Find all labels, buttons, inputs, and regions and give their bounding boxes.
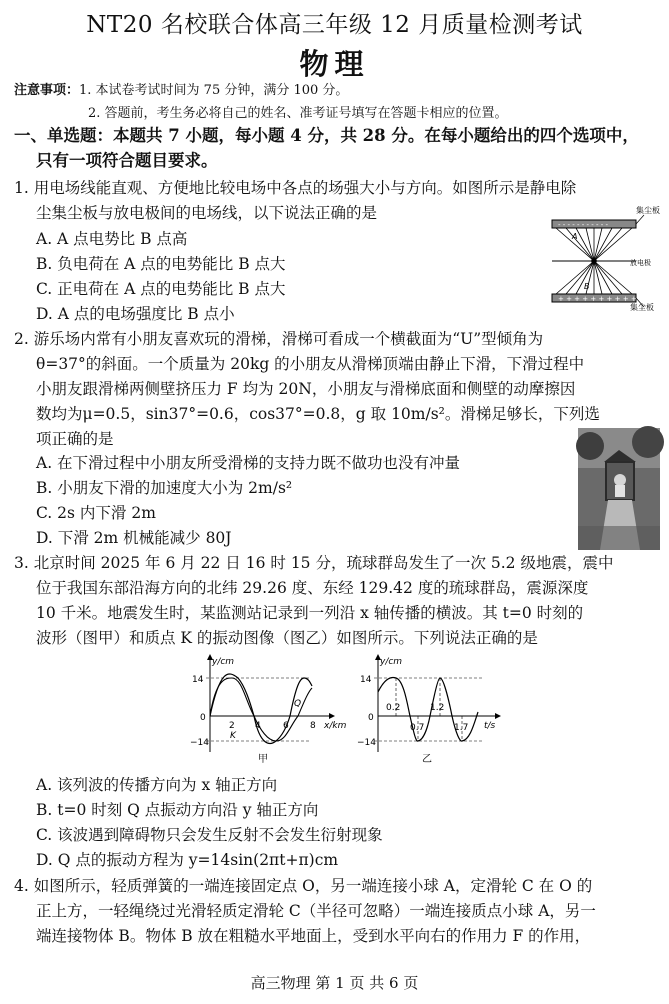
fig1-origin-label: 0 [200,713,206,723]
fig2-tick-0.2: 0.2 [386,703,401,713]
svg-text:+ + + + + + + + + + +: + + + + + + + + + + + [558,295,645,303]
fig-point-b: B [584,282,590,291]
fig1-x-label: x/km [324,721,347,731]
fig-label-top: 集尘板 [636,206,660,215]
q4-stem-cont-1: 正上方，一轻绳绕过光滑轻质定滑轮 C（半径可忽略）一端连接质点小球 A，另一 [36,902,596,920]
q4-stem-cont-2: 端连接物体 B。物体 B 放在粗糙水平地面上，受到水平向右的作用力 F 的作用， [36,927,591,945]
fig1-caption: 甲 [258,754,268,765]
q2-stem-cont-1: θ=37°的斜面。一个质量为 20kg 的小朋友从滑梯顶端由静止下滑，下滑过程中 [36,355,585,373]
slide-photo [578,428,660,550]
fig1-tick-4: 4 [255,721,261,731]
q3-stem: 3. 北京时间 2025 年 6 月 22 日 16 时 15 分，琉球群岛发生了一次 5.2 级地震，震中 [14,554,614,572]
subject-title: 物理 [299,47,370,81]
q2-stem-cont-3: 数均为μ=0.5，sin37°=0.6，cos37°=0.8，g 取 10m/s²。滑梯足够长，下列选 [36,405,600,423]
fig2-x-label: t/s [484,721,496,731]
fig2-tick-1.7: 1.7 [454,723,469,733]
section-heading: 一、单选题：本题共 7 小题，每小题 4 分，共 28 分。在每小题给出的四个选项中， [14,126,639,145]
q1-option-b: B. 负电荷在 A 点的电势能比 B 点大 [36,255,286,273]
fig1-point-q: Q [294,699,302,709]
section-heading-cont: 只有一项符合题目要求。 [36,151,218,170]
q4-stem: 4. 如图所示，轻质弹簧的一端连接固定点 O，另一端连接小球 A，定滑轮 C 在 O 的 [14,877,593,895]
fig-label-mid: 放电极 [630,259,651,267]
notice-row-1 [14,81,348,101]
exam-title: NT20 名校联合体高三年级 12 月质量检测考试 [86,12,583,38]
q1-option-c: C. 正电荷在 A 点的电势能比 B 点大 [36,280,286,298]
q3-option-d: D. Q 点的振动方程为 y=14sin(2πt+π)cm [36,851,339,869]
q3-wave-figure [190,652,347,765]
fig1-bottom-label: −14 [190,738,209,748]
fig2-caption: 乙 [422,754,432,765]
fig1-y-label: y/cm [212,657,235,667]
notice-item-2: 2. 答题前，考生务必将自己的姓名、准考证号填写在答题卡相应的位置。 [88,106,508,121]
notice-label: 注意事项： [14,83,80,98]
q2-option-d: D. 下滑 2m 机械能减少 80J [36,529,232,547]
q3-option-b: B. t=0 时刻 Q 点振动方向沿 y 轴正方向 [36,801,319,819]
fig2-y-label: y/cm [380,657,403,667]
q2-option-c: C. 2s 内下滑 2m [36,504,156,522]
q1-option-a: A. A 点电势比 B 点高 [36,230,188,248]
q2-stem: 2. 游乐场内常有小朋友喜欢玩的滑梯，滑梯可看成一个横截面为“U”型倾角为 [14,330,544,348]
q1-stem-cont: 尘集尘板与放电极间的电场线，以下说法正确的是 [36,204,378,222]
fig2-bottom-label: −14 [357,738,376,748]
q1-stem: 1. 用电场线能直观、方便地比较电场中各点的场强大小与方向。如图所示是静电除 [14,179,577,197]
fig2-tick-0.7: 0.7 [410,723,425,733]
q1-field-diagram [548,203,660,311]
q3-vibration-figure [356,652,506,764]
fig2-origin-label: 0 [368,713,374,723]
page-footer: 高三物理 第 1 页 共 6 页 [250,974,419,992]
fig1-tick-2: 2 [229,721,235,731]
q2-stem-cont-2: 小朋友跟滑梯两侧壁挤压力 F 均为 20N，小朋友与滑梯底面和侧壁的动摩擦因 [36,380,576,398]
q3-option-a: A. 该列波的传播方向为 x 轴正方向 [36,776,278,794]
q3-option-c: C. 该波遇到障碍物只会发生反射不会发生衍射现象 [36,826,383,844]
fig1-tick-8: 8 [310,721,316,731]
fig1-point-k: K [230,731,236,741]
notice-item-1: 1. 本试卷考试时间为 75 分钟，满分 100 分。 [79,83,349,98]
svg-text:- - - - - - - - - - -: - - - - - - - - - - - [558,221,609,229]
q1-option-d: D. A 点的电场强度比 B 点小 [36,305,235,323]
fig1-top-label: 14 [192,675,204,685]
fig-label-bottom: 集尘板 [630,303,654,312]
fig2-tick-1.2: 1.2 [430,703,445,713]
q2-option-a: A. 在下滑过程中小朋友所受滑梯的支持力既不做功也没有冲量 [36,454,461,472]
q2-option-b: B. 小朋友下滑的加速度大小为 2m/s² [36,479,293,497]
fig2-top-label: 14 [360,675,372,685]
q3-stem-cont-1: 位于我国东部沿海方向的北纬 29.26 度、东经 129.42 度的琉球群岛，震源深度 [36,579,589,597]
fig1-tick-6: 6 [283,721,289,731]
q2-stem-cont-4: 项正确的是 [36,430,114,448]
fig-point-a: A [572,232,578,241]
q3-stem-cont-2: 10 千米。地震发生时，某监测站记录到一列沿 x 轴传播的横波。其 t=0 时刻的 [36,604,584,622]
q3-stem-cont-3: 波形（图甲）和质点 K 的振动图像（图乙）如图所示。下列说法正确的是 [36,629,538,647]
